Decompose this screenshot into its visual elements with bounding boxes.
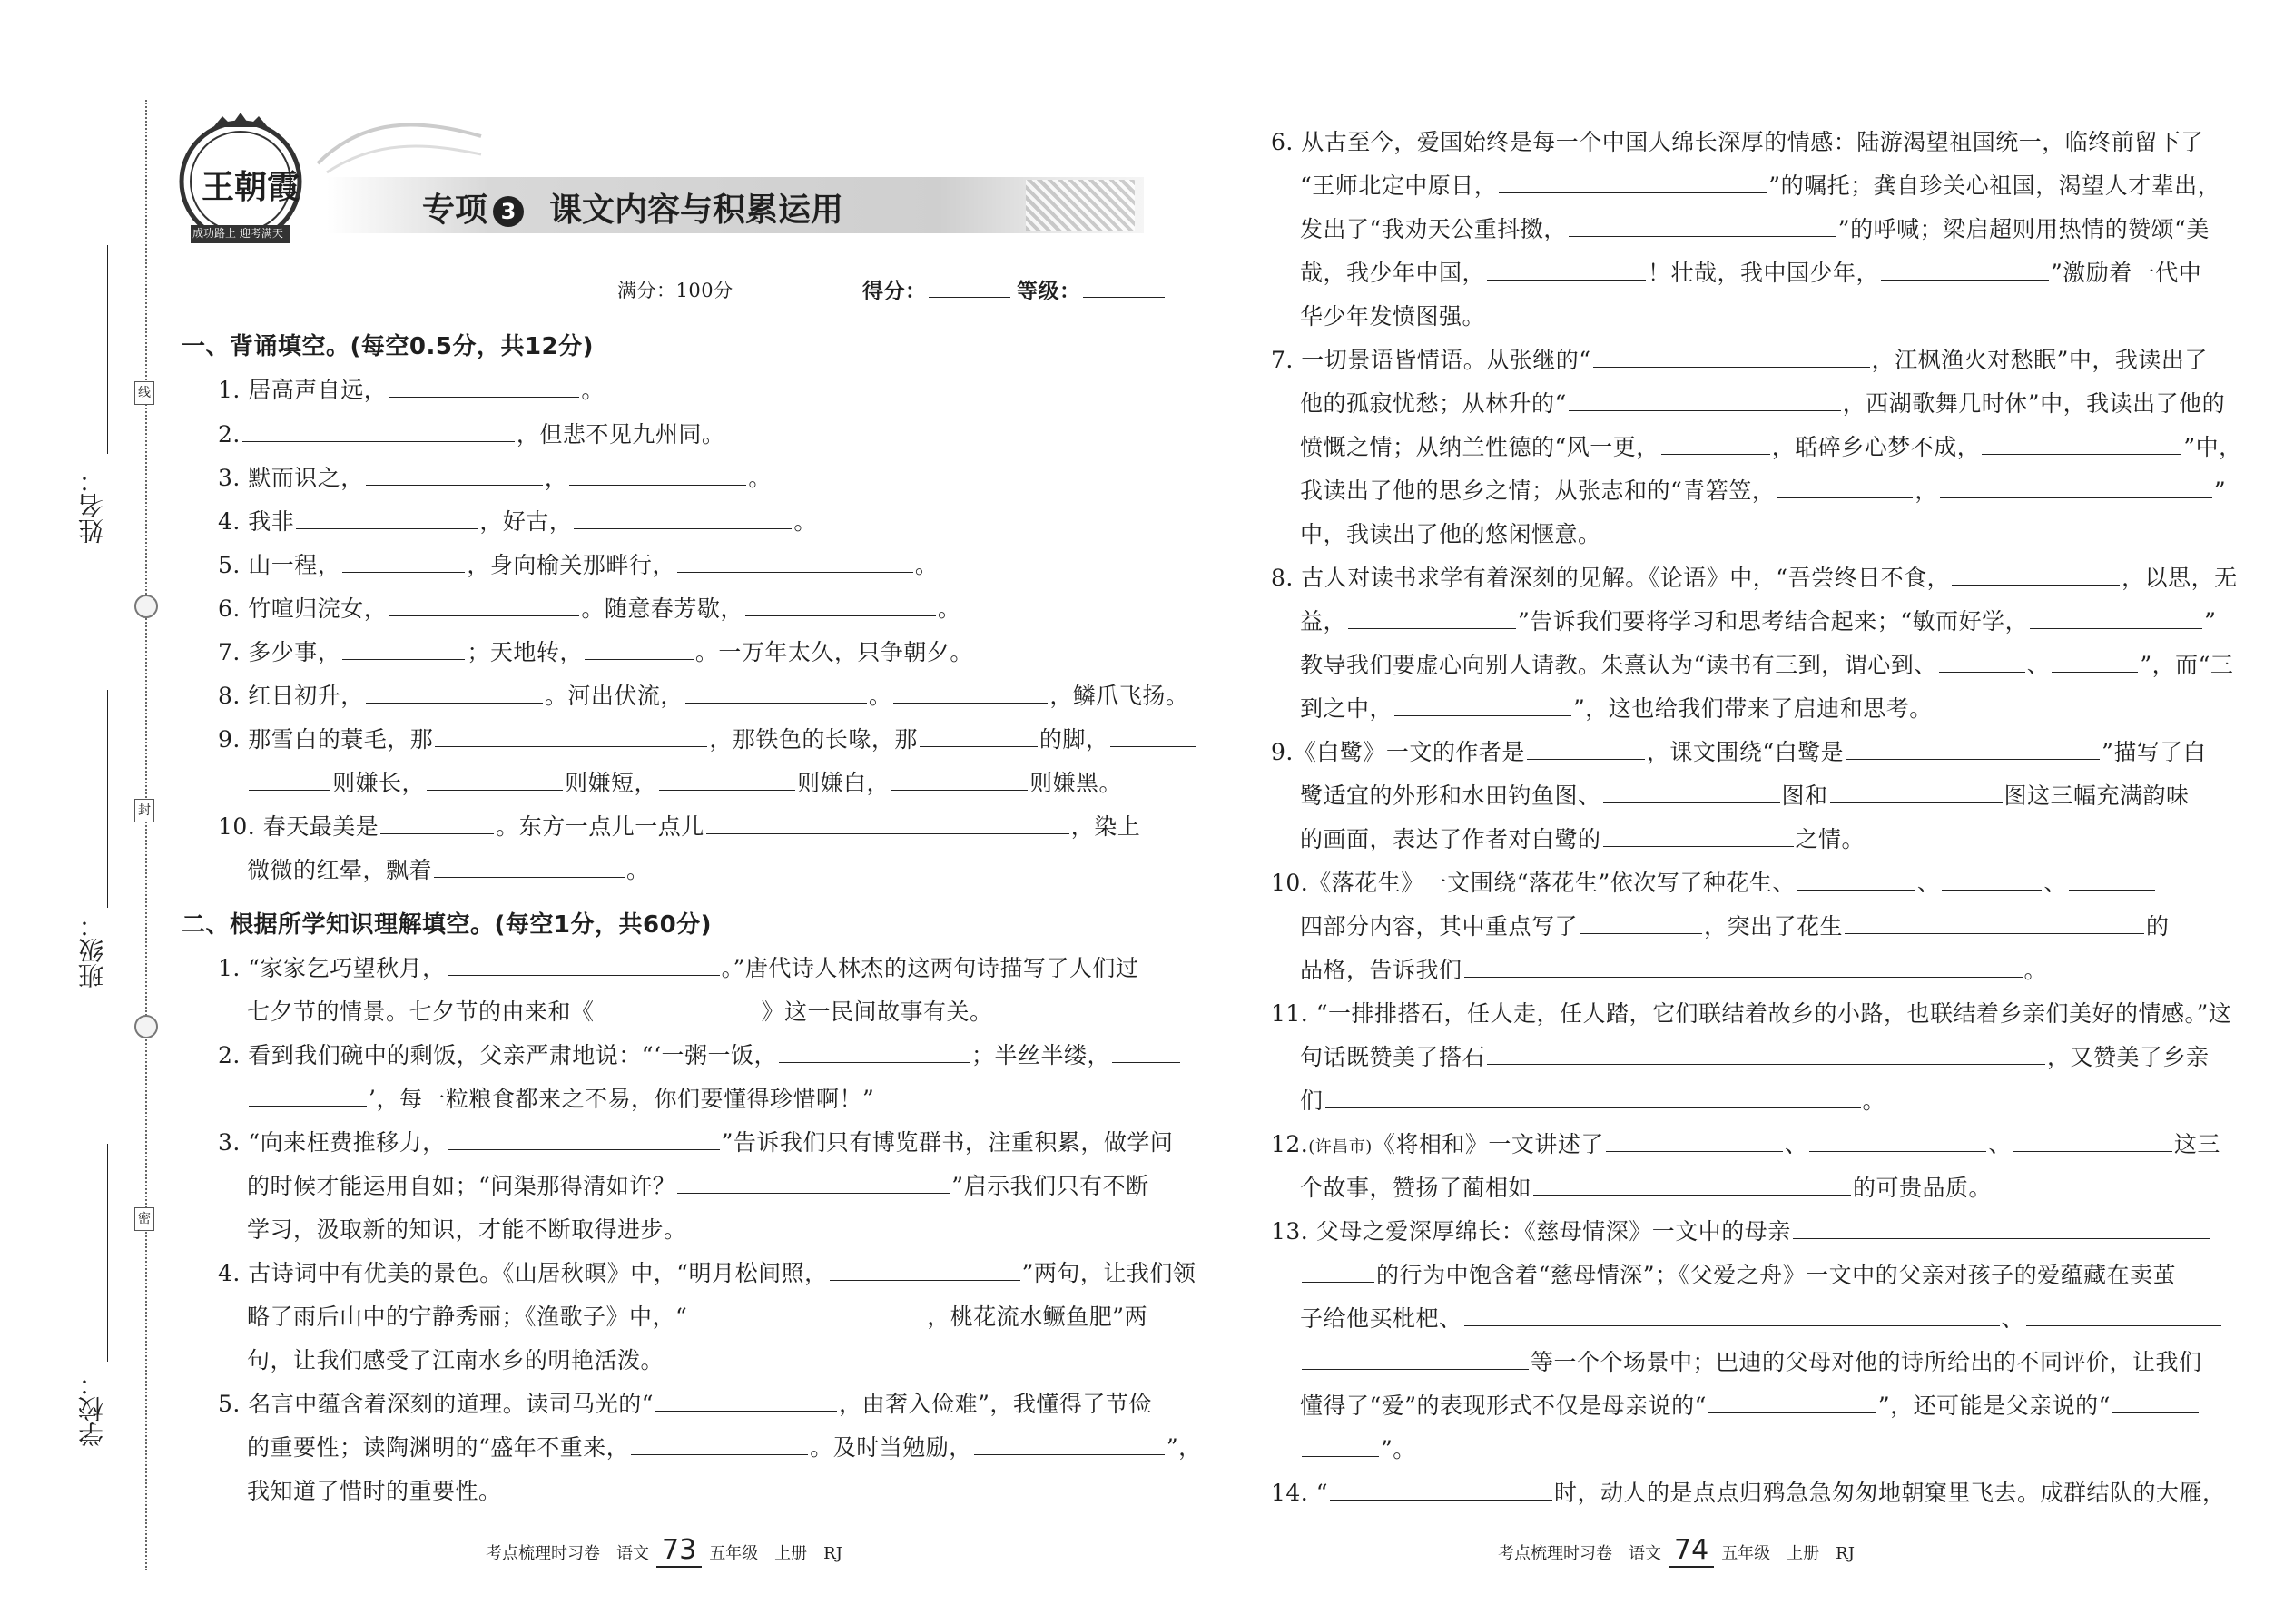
ribbon-decoration-icon	[309, 109, 490, 182]
answer-blank[interactable]	[389, 594, 579, 616]
r-q8-cont2: 教导我们要虚心向别人请教。朱熹认为“读书有三到，谓心到、 、 ”，而“三	[1300, 652, 2234, 678]
r-q13-cont4: 懂得了“爱”的表现形式不仅是母亲说的“ ”，还可能是父亲说的“	[1300, 1391, 2200, 1422]
answer-blank[interactable]	[1708, 1391, 1876, 1413]
school-field[interactable]	[107, 1144, 108, 1362]
grade-field[interactable]: 等级：	[1017, 275, 1167, 307]
seal-mark-1: 线	[134, 381, 154, 405]
s1-q10-cont: 微微的红晕，飘着 。	[247, 857, 650, 883]
page-number: 74	[1669, 1534, 1714, 1568]
r-q10-cont2: 品格，告诉我们 。	[1300, 957, 2048, 983]
r-q13-cont5: ”。	[1300, 1434, 1416, 1465]
answer-blank[interactable]	[1348, 606, 1516, 629]
answer-blank[interactable]	[677, 1171, 950, 1194]
s2-q4-cont2: 句，让我们感受了江南水乡的明艳活泼。	[247, 1347, 665, 1373]
answer-blank[interactable]	[569, 463, 746, 486]
s1-q4: 4. 我非 ，好古， 。	[218, 508, 817, 535]
answer-blank[interactable]	[1569, 214, 1836, 237]
answer-blank[interactable]	[1830, 781, 2003, 803]
r-q6-cont: “王师北定中原日， ”的嘱托；龚自珍关心祖国，渴望人才辈出，	[1300, 172, 2221, 199]
answer-blank[interactable]	[655, 1389, 837, 1412]
s1-q10: 10. 春天最美是 。东方一点儿一点儿 ，染上	[218, 813, 1141, 840]
r-q7-cont2: 愤慨之情；从纳兰性德的“风一更， ，聒碎乡心梦不成， ”中，	[1300, 434, 2242, 460]
answer-blank[interactable]	[1394, 694, 1571, 716]
answer-blank[interactable]	[585, 637, 694, 660]
answer-blank[interactable]	[689, 1302, 925, 1324]
answer-blank[interactable]	[1464, 955, 2023, 978]
answer-blank[interactable]	[1302, 1347, 1529, 1370]
answer-blank[interactable]	[1325, 1086, 1861, 1108]
answer-blank[interactable]	[1487, 1042, 2045, 1065]
r-q13-cont3: 等一个个场景中；巴迪的父母对他的诗所给出的不同评价，让我们	[1300, 1347, 2202, 1378]
s1-q1: 1. 居高声自远， 。	[218, 377, 605, 403]
answer-blank[interactable]	[1606, 1129, 1783, 1152]
r-q14: 14. “ 时，动人的是点点归鸦急急匆匆地朝窠里飞去。成群结队的大雁，	[1271, 1480, 2226, 1506]
s1-q6: 6. 竹喧归浣女， 。随意春芳歇， 。	[218, 595, 961, 622]
s1-q8: 8. 红日初升， 。河出伏流， 。 ，鳞爪飞扬。	[218, 683, 1189, 709]
s2-q1-cont: 七夕节的情景。七夕节的由来和《 》这一民间故事有关。	[247, 999, 993, 1025]
r-q11: 11. “一排排搭石，任人走，任人踏，它们联结着故乡的小路，也联结着乡亲们美好的情感。”这	[1271, 1000, 2232, 1027]
logo-slogan: 成功路上 迎考满天	[192, 227, 283, 240]
r-q8-cont3: 到之中， ”，这也给我们带来了启迪和思考。	[1300, 695, 1933, 722]
answer-blank[interactable]	[249, 1084, 367, 1107]
s2-q1: 1. “家家乞巧望秋月， 。”唐代诗人林杰的这两句诗描写了人们过	[218, 955, 1139, 981]
answer-blank[interactable]	[1952, 563, 2120, 586]
answer-blank[interactable]	[1527, 737, 1645, 760]
r-q6-cont3: 哉，我少年中国， ！壮哉，我中国少年， ”激励着一代中	[1300, 260, 2202, 286]
answer-blank[interactable]	[2052, 650, 2138, 673]
answer-blank[interactable]	[242, 419, 515, 442]
answer-blank[interactable]	[1569, 389, 1841, 411]
answer-blank[interactable]	[574, 507, 792, 529]
answer-blank[interactable]	[893, 681, 1048, 704]
answer-blank[interactable]	[677, 550, 913, 573]
answer-blank[interactable]	[1330, 1478, 1552, 1501]
r-q9: 9.《白鹭》一文的作者是 ，课文围绕“白鹭是 ”描写了白	[1271, 739, 2207, 765]
r-q7-cont: 他的孤寂忧愁；从林升的“ ，西湖歌舞几时休”中，我读出了他的	[1300, 390, 2226, 417]
answer-blank[interactable]	[1797, 868, 1915, 891]
r-q12-cont: 个故事，赞扬了蔺相如 的可贵品质。	[1300, 1175, 1993, 1201]
s2-q3: 3. “向来枉费推移力， ”告诉我们只有博览群书，注重积累，做学问	[218, 1129, 1174, 1156]
r-q9-cont2: 的画面，表达了作者对白鹭的 之情。	[1300, 826, 1866, 852]
answer-blank[interactable]	[1580, 911, 1702, 934]
answer-blank[interactable]	[1661, 432, 1770, 455]
seal-mark-2: 封	[134, 799, 154, 822]
r-q7: 7. 一切景语皆情语。从张继的“ ，江枫渔火对愁眠”中，我读出了	[1271, 347, 2208, 373]
class-label: 班级：	[77, 912, 107, 989]
r-q6: 6. 从古至今，爱国始终是每一个中国人绵长深厚的情感：陆游渴望祖国统一，临终前留下了	[1271, 129, 2204, 155]
s1-q9: 9. 那雪白的蓑毛，那 ，那铁色的长喙，那 的脚，	[218, 724, 1198, 755]
title-text: 课文内容与积累运用	[549, 192, 844, 229]
answer-blank[interactable]	[366, 463, 543, 486]
answer-blank[interactable]	[296, 507, 478, 529]
answer-blank[interactable]	[891, 768, 1028, 791]
r-q6-cont4: 华少年发愤图强。	[1300, 303, 1486, 330]
s1-q7: 7. 多少事， ；天地转， 。一万年太久，只争朝夕。	[218, 639, 973, 665]
answer-blank[interactable]	[1942, 868, 2042, 891]
title-prefix: 专项	[422, 192, 488, 229]
answer-blank[interactable]	[1881, 258, 2049, 281]
answer-blank[interactable]	[659, 768, 795, 791]
answer-blank[interactable]	[2112, 1391, 2199, 1413]
s1-q2: 2. ，但悲不见九州同。	[218, 421, 725, 448]
r-q7-cont3: 我读出了他的思乡之情；从张志和的“青箬笠， ， ”	[1300, 477, 2227, 504]
binding-ring-icon	[134, 595, 158, 618]
title-number: 3	[493, 196, 524, 227]
answer-blank[interactable]	[434, 855, 625, 878]
answer-blank[interactable]	[1809, 1129, 1986, 1152]
answer-blank[interactable]	[974, 1432, 1165, 1455]
r-q6-cont2: 发出了“我劝天公重抖擞， ”的呼喊；梁启超则用热情的赞颂“美	[1300, 216, 2210, 242]
name-field[interactable]	[107, 245, 108, 454]
r-q13: 13. 父母之爱深厚绵长：《慈母情深》一文中的母亲	[1271, 1216, 2212, 1247]
answer-blank[interactable]	[1110, 724, 1196, 747]
answer-blank[interactable]	[342, 550, 465, 573]
r-q13-cont: 的行为中饱含着“慈母情深”；《父爱之舟》一文中的父亲对孩子的爱蕴藏在卖茧	[1300, 1260, 2176, 1291]
answer-blank[interactable]	[1533, 1173, 1851, 1196]
answer-blank[interactable]	[427, 768, 563, 791]
r-q10-cont: 四部分内容，其中重点写了 ，突出了花生 的	[1300, 913, 2170, 940]
r-q9-cont: 鹭适宜的外形和水田钓鱼图、 图和 图这三幅充满韵味	[1300, 782, 2190, 809]
answer-blank[interactable]	[2069, 868, 2155, 891]
answer-blank[interactable]	[1302, 1260, 1374, 1283]
s2-q5-cont: 的重要性；读陶渊明的“盛年不重来， 。及时当勉励， ”，	[247, 1434, 1202, 1461]
answer-blank[interactable]	[1464, 1304, 2000, 1326]
answer-blank[interactable]	[706, 812, 1069, 834]
answer-blank[interactable]	[1302, 1434, 1379, 1457]
answer-blank[interactable]	[1777, 476, 1913, 498]
s2-q4-cont: 略了雨后山中的宁静秀丽；《渔歌子》中，“ ，桃花流水鳜鱼肥”两	[247, 1304, 1148, 1330]
s1-q3: 3. 默而识之， ， 。	[218, 465, 772, 491]
binding-ring-icon	[134, 1015, 158, 1038]
section-1-heading: 一、背诵填空。(每空0.5分，共12分)	[182, 333, 595, 360]
answer-blank[interactable]	[1487, 258, 1646, 281]
answer-blank[interactable]	[1499, 171, 1767, 193]
footer-right: 考点梳理时习卷 语文 74 五年级 上册 RJ	[1498, 1534, 1855, 1566]
name-label: 姓名：	[77, 468, 107, 544]
answer-blank[interactable]	[1603, 781, 1780, 803]
section-2-heading: 二、根据所学知识理解填空。(每空1分，共60分)	[182, 911, 713, 939]
answer-blank[interactable]	[1603, 824, 1794, 847]
footer-left: 考点梳理时习卷 语文 73 五年级 上册 RJ	[486, 1534, 842, 1566]
r-q10: 10.《落花生》一文围绕“落花生”依次写了种花生、 、 、	[1271, 868, 2157, 899]
answer-blank[interactable]	[1982, 432, 2181, 455]
answer-blank[interactable]	[2026, 1304, 2221, 1326]
seal-mark-3: 密	[134, 1207, 154, 1231]
answer-blank[interactable]	[1845, 911, 2144, 934]
page-number: 73	[656, 1534, 702, 1568]
r-q11-cont2: 们 。	[1300, 1088, 1886, 1114]
r-q8: 8. 古人对读书求学有着深刻的见解。《论语》中，“吾尝终日不食， ，以思，无	[1271, 565, 2238, 591]
r-q11-cont: 句话既赞美了搭石 ，又赞美了乡亲	[1300, 1044, 2210, 1070]
answer-blank[interactable]	[342, 637, 465, 660]
answer-blank[interactable]	[249, 768, 330, 791]
answer-blank[interactable]	[596, 997, 760, 1019]
s1-q9-cont: 则嫌长， 则嫌短， 则嫌白， 则嫌黑。	[247, 768, 1122, 799]
answer-blank[interactable]	[1940, 476, 2212, 498]
answer-blank[interactable]	[448, 953, 720, 976]
answer-blank[interactable]	[380, 812, 494, 834]
r-q13-cont2: 子给他买枇杷、 、	[1300, 1304, 2223, 1334]
answer-blank[interactable]	[2013, 1129, 2172, 1152]
r-q7-cont4: 中，我读出了他的悠闲惬意。	[1300, 521, 1601, 547]
full-score: 满分：100分	[617, 280, 733, 301]
answer-blank[interactable]	[1793, 1216, 2210, 1239]
answer-blank[interactable]	[1593, 345, 1870, 368]
s1-q5: 5. 山一程， ，身向榆关那畔行， 。	[218, 552, 939, 578]
s2-q5: 5. 名言中蕴含着深刻的道理。读司马光的“ ，由奢入俭难”，我懂得了节俭	[218, 1391, 1152, 1417]
r-q12: 12.(许昌市)《将相和》一文讲述了 、 、 这三	[1271, 1131, 2220, 1157]
school-label: 学校：	[77, 1371, 107, 1447]
answer-blank[interactable]	[920, 724, 1038, 747]
answer-blank[interactable]	[366, 681, 543, 704]
page-title	[422, 184, 843, 231]
answer-blank[interactable]	[779, 1040, 970, 1063]
answer-blank[interactable]	[1846, 737, 2100, 760]
s2-q3-cont2: 学习，汲取新的知识，才能不断取得进步。	[247, 1216, 687, 1243]
s2-q3-cont: 的时候才能运用自如；“问渠那得清如许？ ”启示我们只有不断	[247, 1173, 1149, 1199]
answer-blank[interactable]	[448, 1127, 720, 1150]
answer-blank[interactable]	[830, 1258, 1020, 1281]
answer-blank[interactable]	[631, 1432, 808, 1455]
answer-blank[interactable]	[435, 724, 707, 747]
r-q8-cont: 益， ”告诉我们要将学习和思考结合起来；“敏而好学， ”	[1300, 608, 2217, 635]
s2-q4: 4. 古诗词中有优美的景色。《山居秋暝》中，“明月松间照， ”两句，让我们领	[218, 1260, 1196, 1286]
binding-dotted-line	[145, 100, 147, 1570]
score-field[interactable]: 得分：	[862, 275, 1012, 307]
s2-q2-cont: ’，每一粒粮食都来之不易，你们要懂得珍惜啊！”	[247, 1084, 874, 1115]
logo-text: 王朝霞	[202, 169, 300, 206]
region-tag: (许昌市)	[1308, 1137, 1373, 1156]
answer-blank[interactable]	[1939, 650, 2025, 673]
answer-blank[interactable]	[2030, 606, 2202, 629]
s2-q2: 2. 看到我们碗中的剩饭，父亲严肃地说：“‘一粥一饭， ；半丝半缕，	[218, 1040, 1182, 1071]
answer-blank[interactable]	[685, 681, 867, 704]
checker-pattern	[1026, 180, 1135, 231]
answer-blank[interactable]	[1112, 1040, 1180, 1063]
answer-blank[interactable]	[745, 594, 936, 616]
s2-q5-cont2: 我知道了惜时的重要性。	[247, 1478, 502, 1504]
class-field[interactable]	[107, 690, 108, 908]
answer-blank[interactable]	[389, 375, 579, 398]
